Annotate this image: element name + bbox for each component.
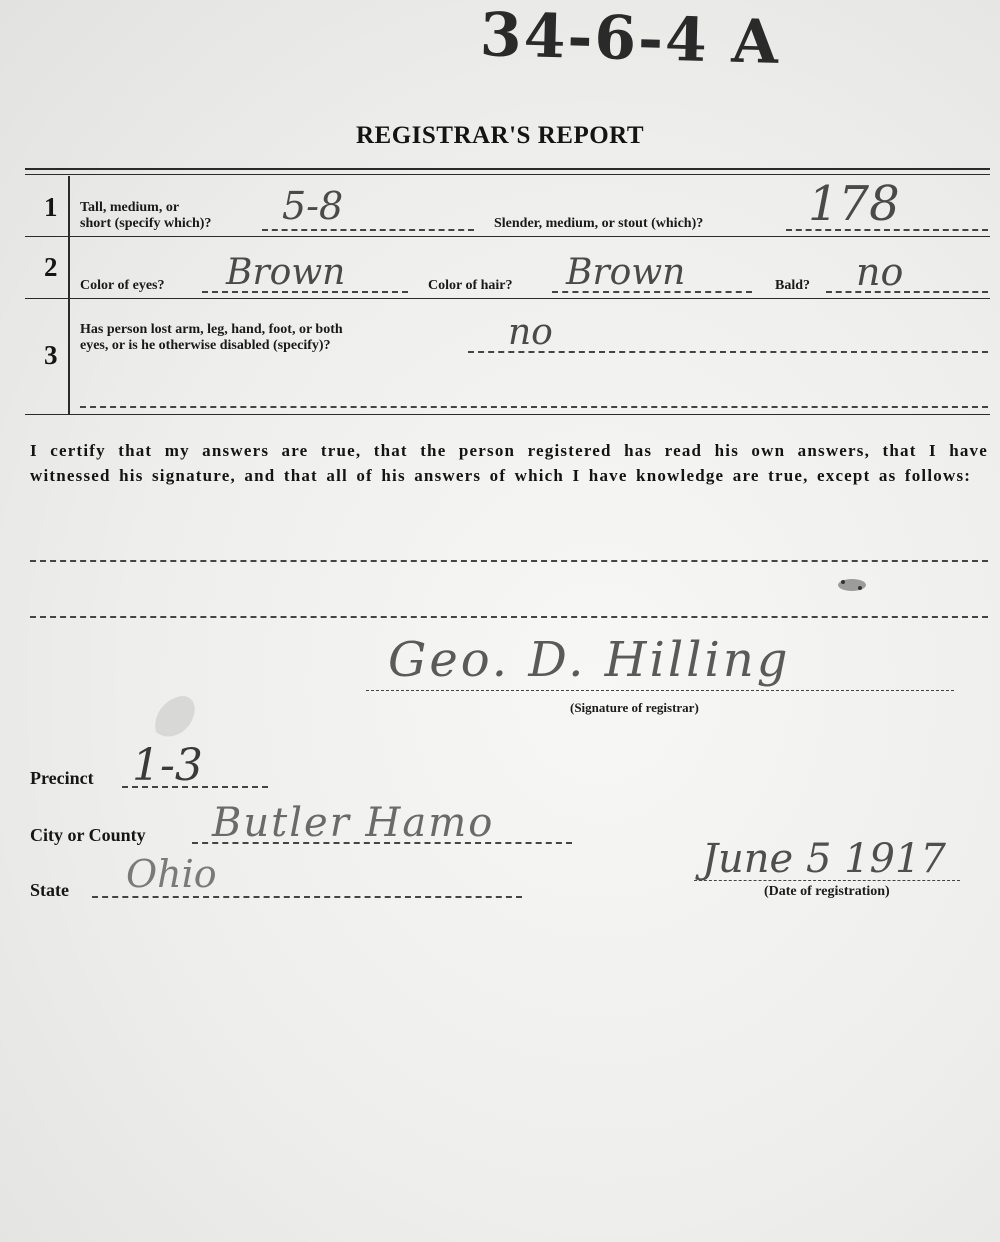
- exception-line-1: [30, 560, 988, 562]
- eyes-label: Color of eyes?: [80, 278, 165, 293]
- registration-date: June 5 1917: [702, 836, 946, 882]
- row-number-3: 3: [44, 340, 58, 370]
- date-caption: (Date of registration): [764, 884, 890, 899]
- bald-label: Bald?: [775, 278, 811, 293]
- disability-answer: no: [508, 312, 553, 353]
- registrar-signature: Geo. D. Hilling: [388, 632, 791, 688]
- hair-answer: Brown: [566, 252, 686, 293]
- exception-line-2: [30, 616, 988, 618]
- eyes-answer: Brown: [226, 252, 346, 293]
- serial-number-stamp: 34-6-4 A: [479, 0, 782, 78]
- stain-mark: [148, 692, 200, 744]
- certification-text: I certify that my answers are true, that the person registered has read his own answers, that I have witnessed his signature, and that all of his answers of which I have knowledge are true, except as follows:: [30, 441, 988, 485]
- city-county-label: City or County: [30, 825, 146, 845]
- top-rule-inner: [25, 174, 990, 175]
- row-rule-2: [25, 298, 990, 299]
- page-title: REGISTRAR'S REPORT: [355, 122, 645, 149]
- build-label: Slender, medium, or stout (which)?: [494, 216, 704, 231]
- disability-answer-line-2: [80, 406, 988, 408]
- bald-answer: no: [856, 250, 904, 294]
- disability-label-line1: Has person lost arm, leg, hand, foot, or both: [80, 322, 343, 337]
- height-answer: 5-8: [282, 184, 344, 228]
- row-number-2: 2: [44, 252, 58, 282]
- state-value: Ohio: [126, 852, 217, 896]
- row-divider-vertical: [68, 176, 70, 414]
- state-line: [92, 896, 522, 898]
- disability-label-line2: eyes, or is he otherwise disabled (specify)?: [80, 338, 331, 353]
- bald-answer-line: [826, 291, 988, 293]
- signature-line: [366, 690, 954, 691]
- height-label-line1: Tall, medium, or: [80, 200, 180, 215]
- height-label: [80, 200, 211, 232]
- ink-smudge: [834, 574, 870, 596]
- height-answer-line: [262, 229, 474, 231]
- top-rule: [25, 168, 990, 170]
- state-label: State: [30, 880, 69, 900]
- row-rule-1: [25, 236, 990, 237]
- build-answer: 178: [808, 176, 900, 232]
- height-label-line2: short (specify which)?: [80, 216, 212, 231]
- city-county-value: Butler Hamo: [212, 800, 495, 846]
- row-rule-3: [25, 414, 990, 415]
- precinct-value: 1-3: [132, 740, 203, 791]
- disability-label: [80, 322, 343, 354]
- signature-caption: (Signature of registrar): [570, 700, 699, 715]
- hair-label: Color of hair?: [428, 278, 513, 293]
- precinct-label: Precinct: [30, 768, 94, 788]
- row-number-1: 1: [44, 192, 58, 222]
